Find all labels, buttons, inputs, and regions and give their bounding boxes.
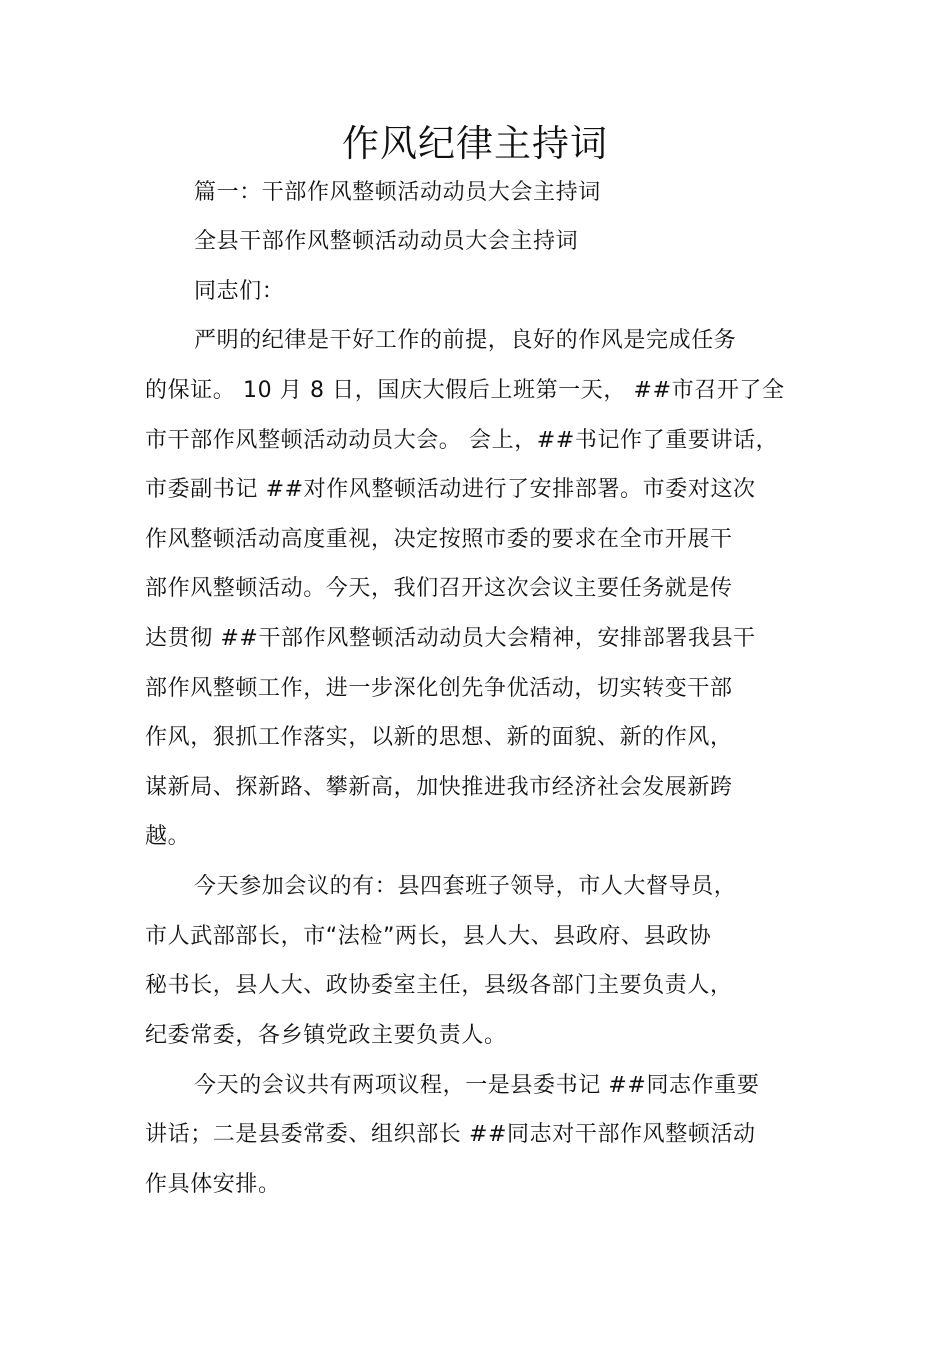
agenda-line: 今天的会议共有两项议程，一是县委书记 ##同志作重要 [194, 1073, 760, 1098]
attendees-line: 纪委常委，各乡镇党政主要负责人。 [145, 1023, 507, 1048]
paragraph-line: 部作风整顿工作，进一步深化创先争优活动，切实转变干部 [145, 676, 733, 701]
attendees-line: 今天参加会议的有：县四套班子领导，市人大督导员， [194, 874, 737, 899]
paragraph-line: 越。 [145, 824, 191, 849]
paragraph-line: 作风，狠抓工作落实，以新的思想、新的面貌、新的作风， [145, 725, 733, 750]
document-title: 作风纪律主持词 [342, 122, 608, 165]
paragraph-line: 作风整顿活动高度重视，决定按照市委的要求在全市开展干 [145, 527, 733, 552]
agenda-line: 作具体安排。 [145, 1172, 281, 1197]
paragraph-line: 严明的纪律是干好工作的前提，良好的作风是完成任务 [194, 328, 737, 353]
paragraph-line: 达贯彻 ##干部作风整顿活动动员大会精神，安排部署我县干 [145, 626, 756, 651]
paragraph-line: 的保证。 10 月 8 日，国庆大假后上班第一天， ##市召开了全 [145, 378, 785, 403]
greeting-line: 同志们： [194, 279, 285, 304]
paragraph-line: 谋新局、探新路、攀新高，加快推进我市经济社会发展新跨 [145, 775, 733, 800]
subtitle-line: 篇一：干部作风整顿活动动员大会主持词 [194, 180, 601, 205]
attendees-line: 秘书长，县人大、政协委室主任，县级各部门主要负责人， [145, 973, 733, 998]
meeting-name-line: 全县干部作风整顿活动动员大会主持词 [194, 229, 579, 254]
paragraph-line: 市委副书记 ##对作风整顿活动进行了安排部署。市委对这次 [145, 477, 756, 502]
paragraph-line: 市干部作风整顿活动动员大会。 会上，##书记作了重要讲话， [145, 428, 779, 453]
agenda-line: 讲话；二是县委常委、组织部长 ##同志对干部作风整顿活动 [145, 1122, 756, 1147]
attendees-line: 市人武部部长，市“法检”两长，县人大、县政府、县政协 [145, 924, 712, 949]
paragraph-line: 部作风整顿活动。今天，我们召开这次会议主要任务就是传 [145, 576, 733, 601]
